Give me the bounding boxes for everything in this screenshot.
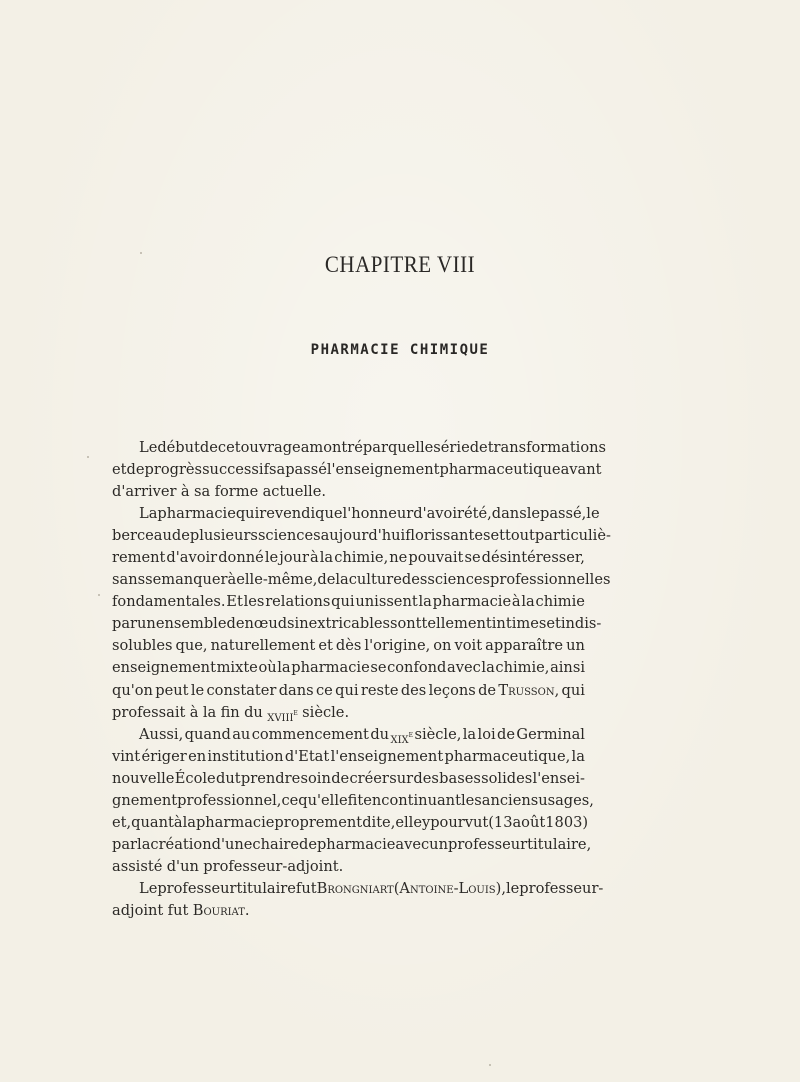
paper-speck <box>98 594 100 596</box>
text-line: par un ensemble de nœuds inextricables sont tellement intimes et indis- <box>112 615 602 633</box>
chapter-title: CHAPITRE VIII <box>324 250 476 278</box>
text-line: enseignement mixte où la pharmacie se confond avec la chimie, ainsi <box>112 659 585 677</box>
text-line: vint ériger en institution d'Etat l'enseignement pharmaceutique, la <box>112 747 585 765</box>
text-line: sans se manquer à elle-même, de la culture des sciences professionnelles <box>112 571 611 589</box>
text-line: assisté d'un professeur-adjoint. <box>112 857 344 875</box>
paper-speck <box>489 1064 491 1066</box>
text-line: qu'on peut le constater dans ce qui reste des leçons de Trusson, qui <box>112 681 585 699</box>
text-line: solubles que, naturellement et dès l'origine, on voit apparaître un <box>112 637 585 655</box>
text-line: adjoint fut Bouriat. <box>112 901 250 919</box>
text-line: Aussi, quand au commencement du xix$^e$ siècle, la loi de Germinal <box>139 725 585 747</box>
text-line: Le professeur titulaire fut Brongniart (Antoine-Louis), le professeur- <box>139 879 604 897</box>
text-line: et, quant à la pharmacie proprement dite, elle y pourvut (13 août 1803) <box>112 813 589 831</box>
paper-speck <box>140 252 142 254</box>
paper-speck <box>87 456 89 458</box>
text-line: par la création d'une chaire de pharmacie avec un professeur titulaire, <box>112 835 592 853</box>
text-line: nouvelle École dut prendre soin de créer sur des bases solides l'ensei- <box>112 769 585 787</box>
text-line: gnement professionnel, ce qu'elle fit en continuant les anciens usages, <box>112 791 594 809</box>
text-line: La pharmacie qui revendique l'honneur d'avoir été, dans le passé, le <box>139 505 600 523</box>
body-text <box>112 437 611 922</box>
text-line: d'arriver à sa forme actuelle. <box>112 483 326 501</box>
text-line: fondamentales. Et les relations qui unissent la pharmacie à la chimie <box>112 593 585 611</box>
text-line: rement d'avoir donné le jour à la chimie, ne pouvait se désintéresser, <box>112 549 585 567</box>
text-line: Le début de cet ouvrage a montré par quelle série de transformations <box>139 439 607 456</box>
text-line: berceau de plusieurs sciences aujourd'hui florissantes et tout particuliè- <box>112 527 611 545</box>
section-title: PHARMACIE CHIMIQUE <box>310 342 490 358</box>
text-line: et de progrès successifs a passé l'enseignement pharmaceutique avant <box>112 461 602 479</box>
text-line: professait à la fin du xviii$^e$ siècle. <box>112 703 350 725</box>
